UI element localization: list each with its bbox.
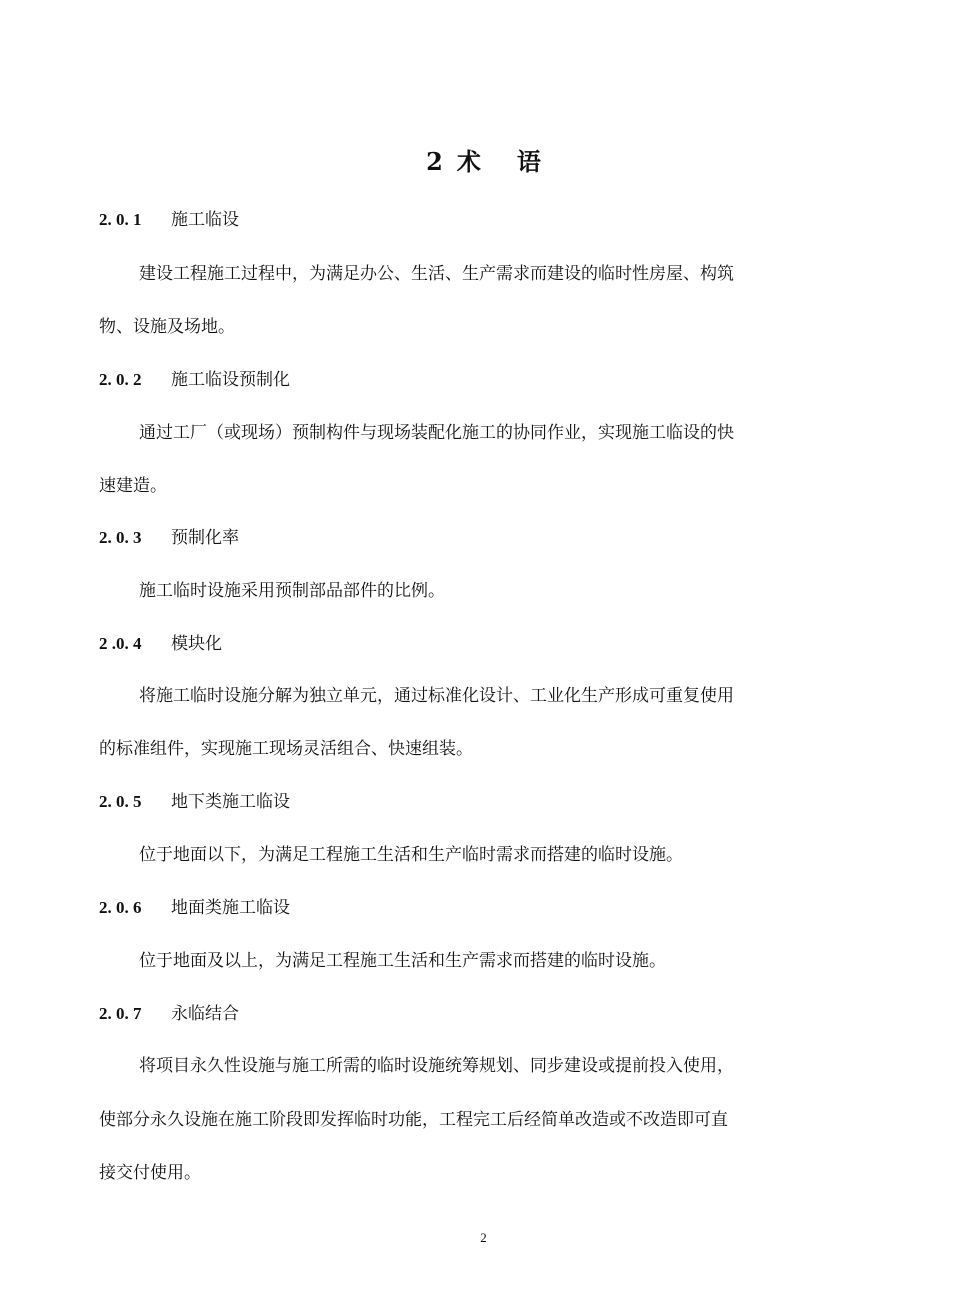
term-definition-line: 使部分永久设施在施工阶段即发挥临时功能，工程完工后经简单改造或不改造即可直 xyxy=(99,1110,728,1130)
term-number: 2 .0. 4 xyxy=(99,634,142,653)
term-definition-line: 物、设施及场地。 xyxy=(99,317,235,337)
page-title xyxy=(0,146,967,178)
term-number: 2. 0. 3 xyxy=(99,528,142,547)
term-definition-line: 位于地面及以上，为满足工程施工生活和生产需求而搭建的临时设施。 xyxy=(139,951,666,971)
term-definition-line: 通过工厂（或现场）预制构件与现场装配化施工的协同作业，实现施工临设的快 xyxy=(139,423,734,443)
term-definition-line: 位于地面以下，为满足工程施工生活和生产临时需求而搭建的临时设施。 xyxy=(139,845,683,865)
chapter-number: 2 xyxy=(426,147,443,176)
term-heading xyxy=(99,790,290,814)
term-heading xyxy=(99,632,222,656)
term-name: 永临结合 xyxy=(171,1004,239,1024)
term-definition-line: 的标准组件，实现施工现场灵活组合、快速组装。 xyxy=(99,739,473,759)
term-number: 2. 0. 2 xyxy=(99,370,142,389)
term-name: 施工临设预制化 xyxy=(171,370,290,390)
term-heading xyxy=(99,896,290,920)
term-definition-line: 接交付使用。 xyxy=(99,1163,201,1183)
term-name: 预制化率 xyxy=(171,528,239,548)
term-name: 地面类施工临设 xyxy=(171,898,290,918)
term-number: 2. 0. 5 xyxy=(99,792,142,811)
term-definition-line: 速建造。 xyxy=(99,476,167,496)
term-name: 地下类施工临设 xyxy=(171,792,290,812)
term-heading xyxy=(99,1002,239,1026)
page-number: 2 xyxy=(480,1230,487,1245)
term-definition-line: 施工临时设施采用预制部品部件的比例。 xyxy=(139,581,445,601)
term-number: 2. 0. 1 xyxy=(99,210,142,229)
term-definition-line: 将施工临时设施分解为独立单元，通过标准化设计、工业化生产形成可重复使用 xyxy=(139,686,734,706)
term-definition-line: 将项目永久性设施与施工所需的临时设施统筹规划、同步建设或提前投入使用， xyxy=(139,1056,734,1076)
chapter-title-part-2: 语 xyxy=(516,147,541,176)
term-heading xyxy=(99,368,290,392)
chapter-title-part-1: 术 xyxy=(456,147,481,176)
term-heading xyxy=(99,208,239,232)
term-definition-line: 建设工程施工过程中，为满足办公、生活、生产需求而建设的临时性房屋、构筑 xyxy=(139,264,734,284)
term-heading xyxy=(99,526,239,550)
term-number: 2. 0. 7 xyxy=(99,1004,142,1023)
term-name: 施工临设 xyxy=(171,210,239,230)
term-number: 2. 0. 6 xyxy=(99,898,142,917)
term-name: 模块化 xyxy=(171,634,222,654)
